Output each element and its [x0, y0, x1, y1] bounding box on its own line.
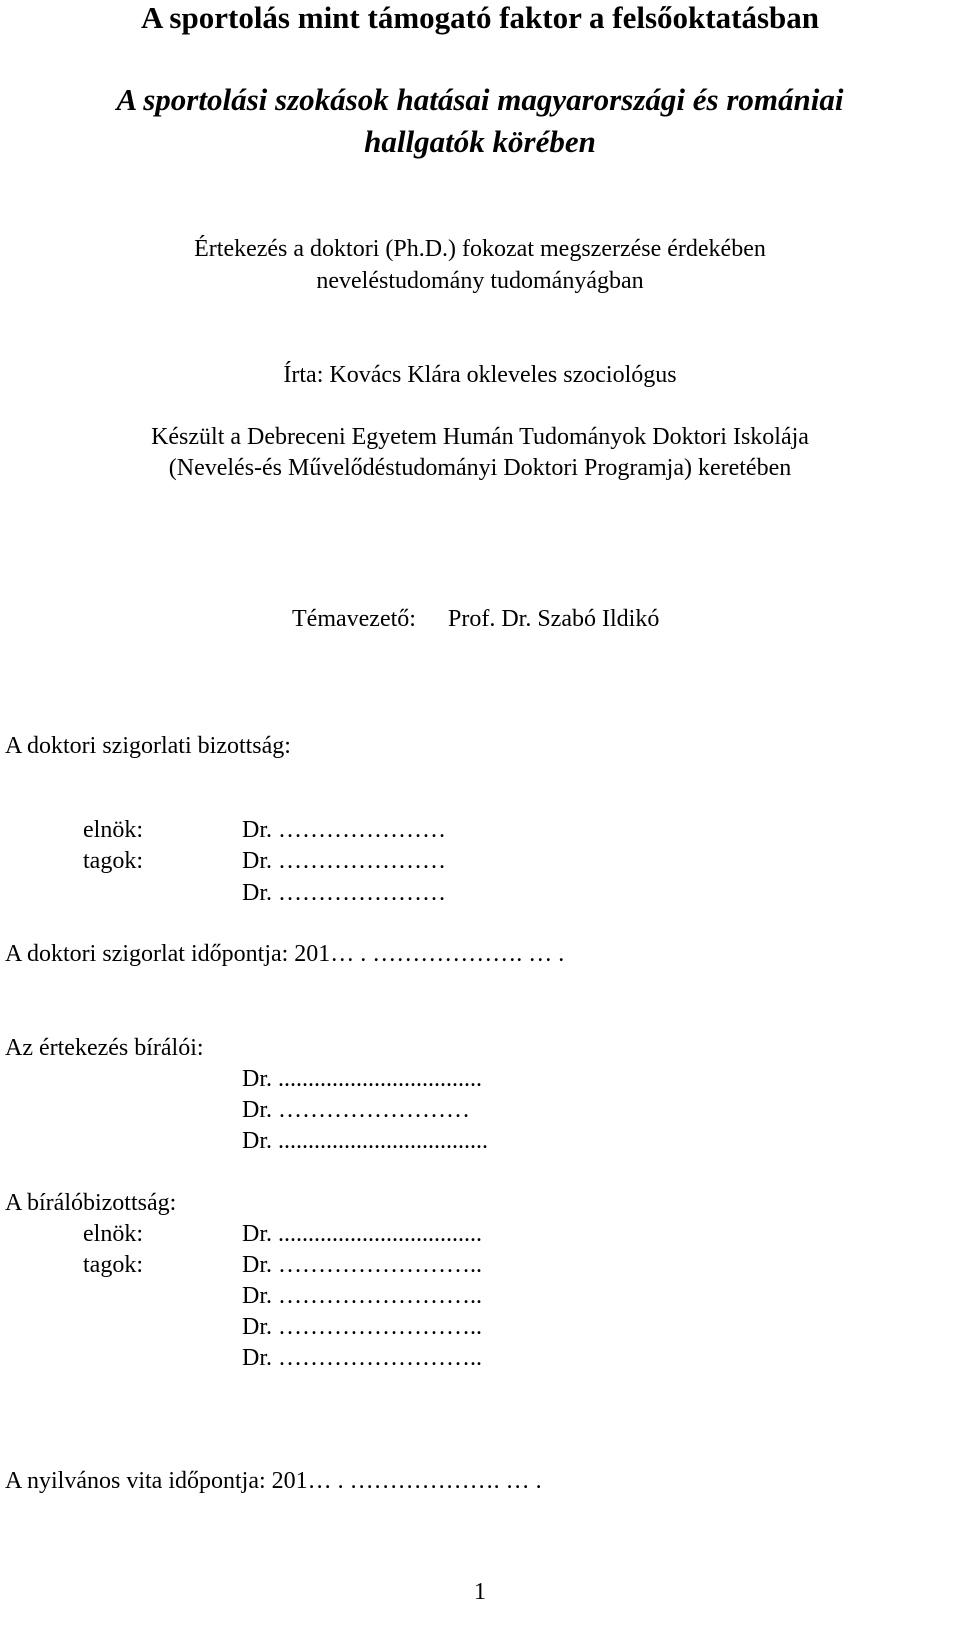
review-board-heading: A bírálóbizottság:	[5, 1190, 177, 1216]
degree-line1: Értekezés a doktori (Ph.D.) fokozat megszerzése érdekében	[194, 236, 766, 262]
institution-line2: (Nevelés-és Művelődéstudományi Doktori Programja) keretében	[168, 455, 792, 481]
reviewer-1: Dr. ..................................	[242, 1066, 482, 1092]
review-board-member1: Dr. ……………………..	[242, 1252, 482, 1278]
committee-members-label: tagok:	[83, 848, 143, 874]
committee-member2: Dr. …………………	[242, 880, 446, 906]
committee-heading: A doktori szigorlati bizottság:	[5, 733, 291, 759]
committee-member1: Dr. …………………	[242, 848, 446, 874]
document-subtitle-line2: hallgatók körében	[364, 124, 596, 159]
reviewer-2: Dr. ……………………	[242, 1097, 470, 1123]
supervisor-name: Prof. Dr. Szabó Ildikó	[448, 606, 660, 632]
review-board-member3: Dr. ……………………..	[242, 1314, 482, 1340]
degree-line2: neveléstudomány tudományágban	[316, 268, 644, 294]
document-title: A sportolás mint támogató faktor a felsőoktatásban	[141, 0, 819, 35]
committee-chair: Dr. …………………	[242, 817, 446, 843]
review-board-chair: Dr. ..................................	[242, 1221, 482, 1247]
page-number: 1	[474, 1579, 486, 1605]
reviewers-heading: Az értekezés bírálói:	[5, 1035, 204, 1061]
document-subtitle-line1: A sportolási szokások hatásai magyarországi és romániai	[116, 82, 844, 117]
review-board-members-label: tagok:	[83, 1252, 143, 1278]
review-board-member4: Dr. ……………………..	[242, 1345, 482, 1371]
committee-chair-label: elnök:	[83, 817, 143, 843]
review-board-chair-label: elnök:	[83, 1221, 143, 1247]
supervisor-label: Témavezető:	[292, 606, 416, 632]
reviewer-3: Dr. ...................................	[242, 1128, 488, 1154]
exam-date: A doktori szigorlat időpontja: 201… . ………………. … .	[5, 941, 565, 967]
defense-date: A nyilvános vita időpontja: 201… . ………………. … .	[5, 1468, 542, 1494]
institution-line1: Készült a Debreceni Egyetem Humán Tudományok Doktori Iskolája	[151, 424, 809, 450]
author-line: Írta: Kovács Klára okleveles szociológus	[283, 362, 677, 388]
review-board-member2: Dr. ……………………..	[242, 1283, 482, 1309]
